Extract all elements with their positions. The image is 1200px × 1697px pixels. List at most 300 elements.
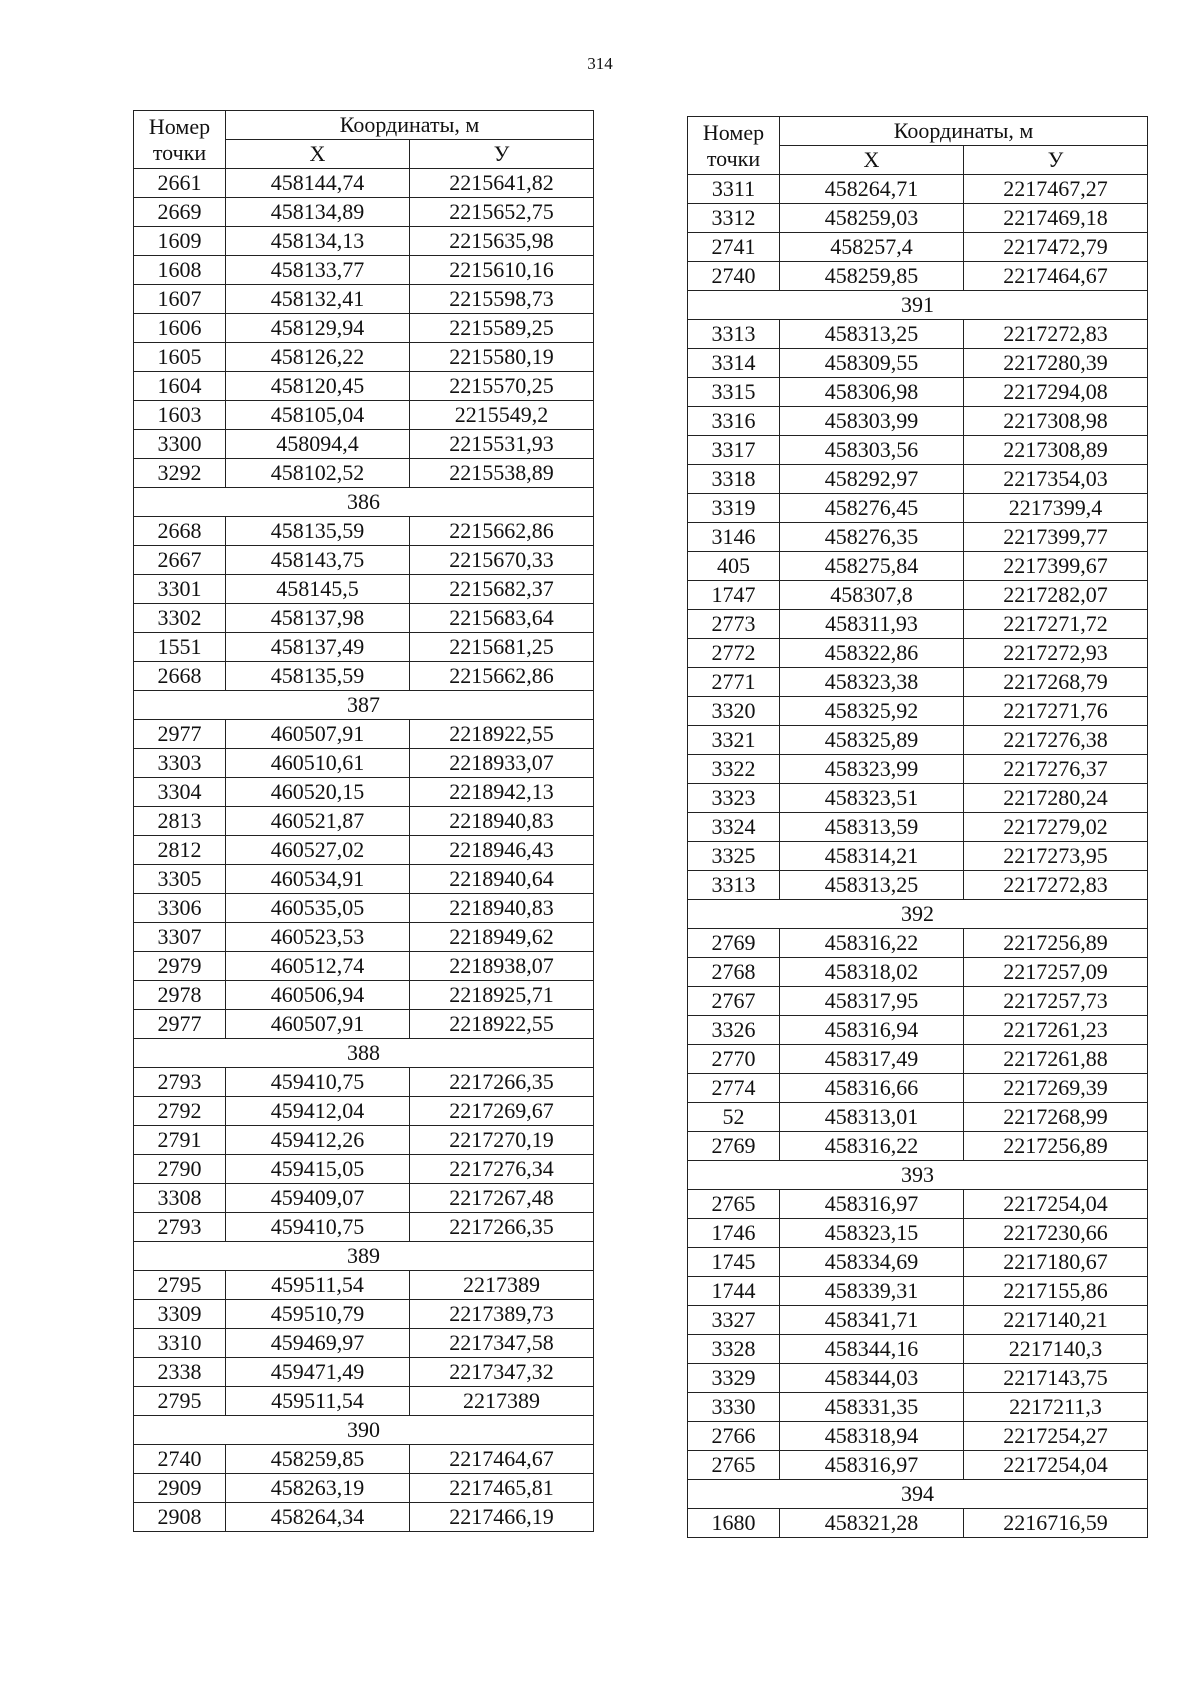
y-coordinate-cell: 2217389: [410, 1387, 594, 1416]
table-row: [688, 813, 1148, 842]
y-coordinate-cell: 2217308,98: [964, 407, 1148, 436]
table-row: [688, 175, 1148, 204]
x-coordinate-cell: 460507,91: [226, 720, 410, 749]
table-row: [688, 1045, 1148, 1074]
point-number-cell: 3330: [688, 1393, 780, 1422]
x-coordinate-cell: 458334,69: [780, 1248, 964, 1277]
y-coordinate-cell: 2215538,89: [410, 459, 594, 488]
group-row: [688, 1161, 1148, 1190]
point-number-cell: 3327: [688, 1306, 780, 1335]
table-row: [134, 546, 594, 575]
y-coordinate-cell: 2217268,99: [964, 1103, 1148, 1132]
y-coordinate-cell: 2215610,16: [410, 256, 594, 285]
point-number-cell: 3300: [134, 430, 226, 459]
x-coordinate-cell: 458323,38: [780, 668, 964, 697]
coordinates-table-left: [133, 110, 594, 1532]
x-coordinate-cell: 458134,13: [226, 227, 410, 256]
y-coordinate-cell: 2217230,66: [964, 1219, 1148, 1248]
y-coordinate-cell: 2217211,3: [964, 1393, 1148, 1422]
table-row: [134, 401, 594, 430]
y-coordinate-cell: 2217143,75: [964, 1364, 1148, 1393]
table-row: [688, 233, 1148, 262]
point-number-cell: 2771: [688, 668, 780, 697]
point-number-cell: 2766: [688, 1422, 780, 1451]
y-coordinate-cell: 2217399,77: [964, 523, 1148, 552]
x-coordinate-cell: 458259,85: [780, 262, 964, 291]
y-coordinate-cell: 2218922,55: [410, 720, 594, 749]
x-coordinate-cell: 458316,94: [780, 1016, 964, 1045]
x-coordinate-cell: 459410,75: [226, 1068, 410, 1097]
point-number-cell: 2790: [134, 1155, 226, 1184]
x-coordinate-cell: 458145,5: [226, 575, 410, 604]
point-number-cell: 3309: [134, 1300, 226, 1329]
table-row: [134, 314, 594, 343]
table-row: [688, 349, 1148, 378]
point-number-cell: 2769: [688, 929, 780, 958]
x-coordinate-cell: 460507,91: [226, 1010, 410, 1039]
point-number-cell: 2908: [134, 1503, 226, 1532]
table-row: [134, 807, 594, 836]
table-row: [134, 1503, 594, 1532]
y-coordinate-cell: 2217254,27: [964, 1422, 1148, 1451]
x-coordinate-cell: 458323,51: [780, 784, 964, 813]
y-coordinate-cell: 2215570,25: [410, 372, 594, 401]
table-row: [134, 1184, 594, 1213]
point-number-cell: 1747: [688, 581, 780, 610]
point-number-cell: 2767: [688, 987, 780, 1016]
table-row: [134, 517, 594, 546]
y-coordinate-cell: 2215580,19: [410, 343, 594, 372]
table-row: [134, 1155, 594, 1184]
x-coordinate-cell: 458309,55: [780, 349, 964, 378]
y-coordinate-cell: 2215531,93: [410, 430, 594, 459]
point-number-cell: 2978: [134, 981, 226, 1010]
group-label: 392: [688, 900, 1148, 929]
y-coordinate-cell: 2218933,07: [410, 749, 594, 778]
table-row: [688, 1248, 1148, 1277]
point-number-cell: 52: [688, 1103, 780, 1132]
point-number-cell: 2661: [134, 169, 226, 198]
table-row: [134, 952, 594, 981]
x-coordinate-cell: 458323,99: [780, 755, 964, 784]
point-number-cell: 3328: [688, 1335, 780, 1364]
group-row: [688, 900, 1148, 929]
group-label: 390: [134, 1416, 594, 1445]
x-coordinate-cell: 458321,28: [780, 1509, 964, 1538]
y-coordinate-cell: 2217294,08: [964, 378, 1148, 407]
table-row: [688, 1393, 1148, 1422]
y-coordinate-cell: 2217354,03: [964, 465, 1148, 494]
point-number-cell: 2741: [688, 233, 780, 262]
point-number-cell: 3313: [688, 320, 780, 349]
point-number-cell: 3319: [688, 494, 780, 523]
point-number-cell: 3292: [134, 459, 226, 488]
point-number-cell: 2793: [134, 1213, 226, 1242]
point-number-cell: 3301: [134, 575, 226, 604]
table-row: [134, 662, 594, 691]
point-number-cell: 2768: [688, 958, 780, 987]
table-row: [688, 494, 1148, 523]
x-coordinate-cell: 458135,59: [226, 517, 410, 546]
y-coordinate-cell: 2216716,59: [964, 1509, 1148, 1538]
x-coordinate-cell: 458325,92: [780, 697, 964, 726]
point-number-cell: 1606: [134, 314, 226, 343]
table-row: [688, 1306, 1148, 1335]
table-row: [134, 285, 594, 314]
group-label: 393: [688, 1161, 1148, 1190]
table-row: [688, 1364, 1148, 1393]
y-coordinate-cell: 2217276,37: [964, 755, 1148, 784]
y-coordinate-cell: 2215598,73: [410, 285, 594, 314]
point-number-cell: 2668: [134, 662, 226, 691]
point-number-cell: 3306: [134, 894, 226, 923]
x-coordinate-cell: 459469,97: [226, 1329, 410, 1358]
y-coordinate-cell: 2217269,67: [410, 1097, 594, 1126]
point-number-cell: 3324: [688, 813, 780, 842]
x-coordinate-cell: 458313,25: [780, 871, 964, 900]
x-coordinate-cell: 458120,45: [226, 372, 410, 401]
table-row: [134, 1358, 594, 1387]
table-row: [688, 1277, 1148, 1306]
table-row: [134, 198, 594, 227]
point-number-cell: 405: [688, 552, 780, 581]
y-coordinate-cell: 2215670,33: [410, 546, 594, 575]
y-coordinate-cell: 2218938,07: [410, 952, 594, 981]
point-number-cell: 2765: [688, 1190, 780, 1219]
y-coordinate-cell: 2217308,89: [964, 436, 1148, 465]
table-row: [134, 836, 594, 865]
group-row: [688, 291, 1148, 320]
y-coordinate-cell: 2217254,04: [964, 1451, 1148, 1480]
table-row: [134, 1126, 594, 1155]
y-coordinate-cell: 2218925,71: [410, 981, 594, 1010]
point-number-cell: 3311: [688, 175, 780, 204]
point-number-cell: 3304: [134, 778, 226, 807]
x-coordinate-cell: 458132,41: [226, 285, 410, 314]
y-coordinate-cell: 2217261,88: [964, 1045, 1148, 1074]
y-coordinate-cell: 2217464,67: [410, 1445, 594, 1474]
group-row: [688, 1480, 1148, 1509]
x-coordinate-cell: 458322,86: [780, 639, 964, 668]
point-number-header-line2: точки: [706, 145, 761, 171]
x-coordinate-cell: 458303,56: [780, 436, 964, 465]
point-number-cell: 2795: [134, 1271, 226, 1300]
table-row: [688, 784, 1148, 813]
point-number-cell: 2979: [134, 952, 226, 981]
table-row: [688, 1335, 1148, 1364]
table-row: [688, 523, 1148, 552]
x-coordinate-cell: 458133,77: [226, 256, 410, 285]
table-row: [134, 169, 594, 198]
table-row: [134, 1097, 594, 1126]
y-coordinate-cell: 2215652,75: [410, 198, 594, 227]
table-row: [134, 430, 594, 459]
table-row: [688, 842, 1148, 871]
x-coordinate-cell: 458144,74: [226, 169, 410, 198]
coordinates-header: Координаты, м: [226, 111, 594, 140]
point-number-cell: 3318: [688, 465, 780, 494]
group-label: 394: [688, 1480, 1148, 1509]
table-row: [134, 1213, 594, 1242]
table-row: [134, 1329, 594, 1358]
y-coordinate-cell: 2217268,79: [964, 668, 1148, 697]
point-number-cell: 2668: [134, 517, 226, 546]
table-row: [688, 262, 1148, 291]
x-coordinate-cell: 458134,89: [226, 198, 410, 227]
y-coordinate-cell: 2217272,93: [964, 639, 1148, 668]
point-number-cell: 2740: [688, 262, 780, 291]
table-row: [688, 1132, 1148, 1161]
group-label: 386: [134, 488, 594, 517]
table-row: [688, 1074, 1148, 1103]
x-coordinate-cell: 458264,71: [780, 175, 964, 204]
y-coordinate-cell: 2217347,58: [410, 1329, 594, 1358]
point-number-cell: 2772: [688, 639, 780, 668]
x-coordinate-cell: 458313,59: [780, 813, 964, 842]
point-number-cell: 2765: [688, 1451, 780, 1480]
group-label: 389: [134, 1242, 594, 1271]
table-row: [688, 1103, 1148, 1132]
y-coordinate-cell: 2217272,83: [964, 320, 1148, 349]
coordinates-table-right: [687, 116, 1148, 1538]
x-coordinate-cell: 458094,4: [226, 430, 410, 459]
x-coordinate-cell: 458303,99: [780, 407, 964, 436]
point-number-cell: 2770: [688, 1045, 780, 1074]
x-coordinate-cell: 458316,22: [780, 929, 964, 958]
y-coordinate-cell: 2217256,89: [964, 929, 1148, 958]
table-row: [688, 929, 1148, 958]
y-coordinate-cell: 2217347,32: [410, 1358, 594, 1387]
table-row: [688, 552, 1148, 581]
y-coordinate-cell: 2217389: [410, 1271, 594, 1300]
point-number-cell: 2793: [134, 1068, 226, 1097]
group-row: [134, 488, 594, 517]
x-coordinate-cell: 458102,52: [226, 459, 410, 488]
point-number-cell: 2909: [134, 1474, 226, 1503]
x-coordinate-cell: 459511,54: [226, 1387, 410, 1416]
y-coordinate-cell: 2218949,62: [410, 923, 594, 952]
point-number-cell: 2769: [688, 1132, 780, 1161]
y-coordinate-cell: 2218922,55: [410, 1010, 594, 1039]
point-number-cell: 1745: [688, 1248, 780, 1277]
table-row: [134, 923, 594, 952]
table-body-right: [688, 175, 1148, 1538]
point-number-cell: 2669: [134, 198, 226, 227]
point-number-cell: 1746: [688, 1219, 780, 1248]
y-coordinate-cell: 2217279,02: [964, 813, 1148, 842]
group-label: 388: [134, 1039, 594, 1068]
x-coordinate-cell: 458263,19: [226, 1474, 410, 1503]
point-number-cell: 1680: [688, 1509, 780, 1538]
point-number-cell: 3326: [688, 1016, 780, 1045]
x-coordinate-cell: 458316,66: [780, 1074, 964, 1103]
point-number-cell: 3305: [134, 865, 226, 894]
point-number-cell: 3317: [688, 436, 780, 465]
table-row: [134, 894, 594, 923]
y-coordinate-cell: 2217280,39: [964, 349, 1148, 378]
y-coordinate-cell: 2217254,04: [964, 1190, 1148, 1219]
y-coordinate-cell: 2217266,35: [410, 1068, 594, 1097]
point-number-header-line1: Номер: [702, 119, 765, 145]
y-coordinate-cell: 2217256,89: [964, 1132, 1148, 1161]
y-coordinate-cell: 2215681,25: [410, 633, 594, 662]
x-coordinate-cell: 458323,15: [780, 1219, 964, 1248]
point-number-header-line1: Номер: [148, 113, 211, 139]
table-row: [134, 749, 594, 778]
y-coordinate-cell: 2215549,2: [410, 401, 594, 430]
table-row: [688, 378, 1148, 407]
point-number-cell: 2812: [134, 836, 226, 865]
y-coordinate-cell: 2217270,19: [410, 1126, 594, 1155]
y-coordinate-cell: 2217267,48: [410, 1184, 594, 1213]
table-row: [134, 778, 594, 807]
y-coordinate-cell: 2217140,21: [964, 1306, 1148, 1335]
table-row: [688, 1190, 1148, 1219]
table-row: [688, 958, 1148, 987]
y-coordinate-cell: 2217273,95: [964, 842, 1148, 871]
point-number-cell: 3302: [134, 604, 226, 633]
x-coordinate-cell: 458259,03: [780, 204, 964, 233]
table-row: [134, 1271, 594, 1300]
x-coordinate-cell: 458344,16: [780, 1335, 964, 1364]
x-coordinate-cell: 460510,61: [226, 749, 410, 778]
x-coordinate-cell: 458316,97: [780, 1190, 964, 1219]
point-number-cell: 3308: [134, 1184, 226, 1213]
point-number-cell: 2977: [134, 1010, 226, 1039]
table-row: [134, 1010, 594, 1039]
x-coordinate-cell: 458341,71: [780, 1306, 964, 1335]
y-coordinate-cell: 2218946,43: [410, 836, 594, 865]
x-coordinate-cell: 458276,35: [780, 523, 964, 552]
y-coordinate-cell: 2215641,82: [410, 169, 594, 198]
point-number-cell: 1608: [134, 256, 226, 285]
x-coordinate-cell: 458264,34: [226, 1503, 410, 1532]
point-number-cell: 3323: [688, 784, 780, 813]
group-label: 387: [134, 691, 594, 720]
point-number-cell: 3316: [688, 407, 780, 436]
group-row: [134, 1039, 594, 1068]
point-number-cell: 1607: [134, 285, 226, 314]
x-coordinate-cell: 459412,04: [226, 1097, 410, 1126]
point-number-cell: 3322: [688, 755, 780, 784]
table-row: [688, 668, 1148, 697]
table-row: [688, 871, 1148, 900]
x-coordinate-cell: 458306,98: [780, 378, 964, 407]
table-row: [134, 1068, 594, 1097]
group-row: [134, 691, 594, 720]
table-row: [134, 865, 594, 894]
x-coordinate-cell: 458317,49: [780, 1045, 964, 1074]
y-coordinate-cell: 2217180,67: [964, 1248, 1148, 1277]
y-column-header: У: [410, 140, 594, 169]
x-coordinate-cell: 460535,05: [226, 894, 410, 923]
table-row: [688, 1451, 1148, 1480]
table-row: [688, 407, 1148, 436]
y-coordinate-cell: 2218940,64: [410, 865, 594, 894]
table-row: [134, 372, 594, 401]
y-coordinate-cell: 2215683,64: [410, 604, 594, 633]
point-number-header: [688, 117, 780, 175]
y-coordinate-cell: 2217399,67: [964, 552, 1148, 581]
x-coordinate-cell: 458314,21: [780, 842, 964, 871]
y-coordinate-cell: 2217282,07: [964, 581, 1148, 610]
point-number-cell: 3146: [688, 523, 780, 552]
x-coordinate-cell: 459510,79: [226, 1300, 410, 1329]
point-number-cell: 1744: [688, 1277, 780, 1306]
x-coordinate-cell: 458313,01: [780, 1103, 964, 1132]
table-row: [688, 1016, 1148, 1045]
table-row: [688, 726, 1148, 755]
y-coordinate-cell: 2217276,34: [410, 1155, 594, 1184]
table-row: [688, 610, 1148, 639]
y-coordinate-cell: 2215662,86: [410, 517, 594, 546]
point-number-cell: 3329: [688, 1364, 780, 1393]
y-coordinate-cell: 2217467,27: [964, 175, 1148, 204]
point-number-header-line2: точки: [152, 139, 207, 165]
x-coordinate-cell: 460534,91: [226, 865, 410, 894]
point-number-cell: 3314: [688, 349, 780, 378]
table-row: [688, 987, 1148, 1016]
y-column-header: У: [964, 146, 1148, 175]
x-coordinate-cell: 459415,05: [226, 1155, 410, 1184]
table-row: [688, 204, 1148, 233]
point-number-cell: 2773: [688, 610, 780, 639]
point-number-cell: 3320: [688, 697, 780, 726]
x-coordinate-cell: 460520,15: [226, 778, 410, 807]
table-row: [688, 1219, 1148, 1248]
y-coordinate-cell: 2215662,86: [410, 662, 594, 691]
y-coordinate-cell: 2217466,19: [410, 1503, 594, 1532]
point-number-cell: 3307: [134, 923, 226, 952]
y-coordinate-cell: 2217389,73: [410, 1300, 594, 1329]
table-row: [688, 436, 1148, 465]
table-row: [134, 633, 594, 662]
point-number-cell: 3310: [134, 1329, 226, 1358]
y-coordinate-cell: 2215635,98: [410, 227, 594, 256]
point-number-cell: 2813: [134, 807, 226, 836]
table-row: [134, 343, 594, 372]
y-coordinate-cell: 2217272,83: [964, 871, 1148, 900]
table-row: [688, 639, 1148, 668]
y-coordinate-cell: 2217271,72: [964, 610, 1148, 639]
table-row: [134, 575, 594, 604]
x-coordinate-cell: 458313,25: [780, 320, 964, 349]
x-coordinate-cell: 458316,22: [780, 1132, 964, 1161]
x-coordinate-cell: 458137,98: [226, 604, 410, 633]
point-number-cell: 2977: [134, 720, 226, 749]
x-coordinate-cell: 459410,75: [226, 1213, 410, 1242]
y-coordinate-cell: 2217155,86: [964, 1277, 1148, 1306]
x-coordinate-cell: 458135,59: [226, 662, 410, 691]
y-coordinate-cell: 2215682,37: [410, 575, 594, 604]
y-coordinate-cell: 2217465,81: [410, 1474, 594, 1503]
y-coordinate-cell: 2217276,38: [964, 726, 1148, 755]
point-number-header: [134, 111, 226, 169]
x-coordinate-cell: 458105,04: [226, 401, 410, 430]
x-coordinate-cell: 460512,74: [226, 952, 410, 981]
table-row: [134, 1474, 594, 1503]
x-coordinate-cell: 459511,54: [226, 1271, 410, 1300]
x-coordinate-cell: 458129,94: [226, 314, 410, 343]
point-number-cell: 2792: [134, 1097, 226, 1126]
table-body-left: [134, 169, 594, 1532]
point-number-cell: 3325: [688, 842, 780, 871]
point-number-cell: 1604: [134, 372, 226, 401]
x-coordinate-cell: 459409,07: [226, 1184, 410, 1213]
x-coordinate-cell: 459412,26: [226, 1126, 410, 1155]
y-coordinate-cell: 2218942,13: [410, 778, 594, 807]
x-coordinate-cell: 458316,97: [780, 1451, 964, 1480]
